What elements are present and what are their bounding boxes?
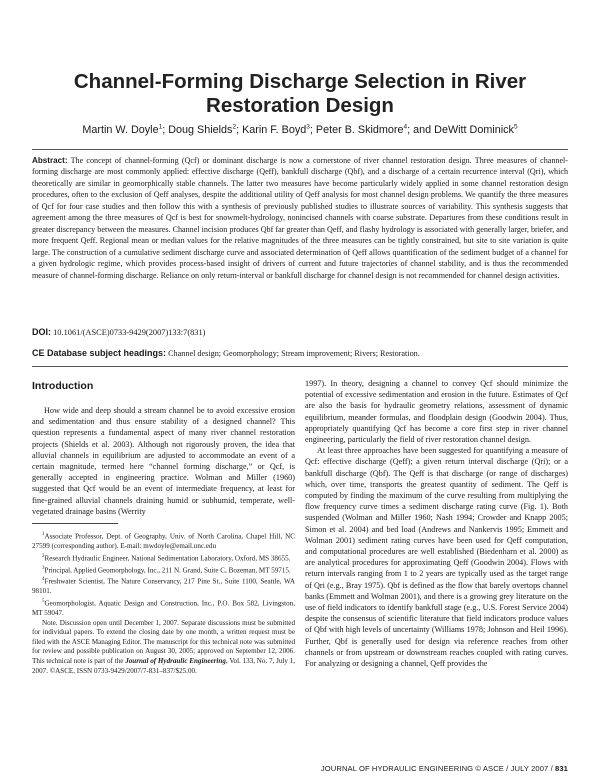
author: Doug Shields$^2$;	[168, 123, 243, 136]
footnote: $^4$Freshwater Scientist, The Nature Conservancy, 217 Pine St., Suite 1100, Seattle, WA 98101.	[32, 577, 295, 596]
abstract-label: Abstract:	[32, 156, 68, 165]
body-paragraph: 1997). In theory, designing a channel to convey Qcf should minimize the potential of excessive sedimentation and erosion in the future. Estimates of Qcf are also the basis for hydraulic geometry relations, assessment of dynamic equilibrium, meander formulas, and floodplain design (Goodwin 2004). Thus, appropriately quantifying Qcf has become a core first step in river channel engineering, particularly the field of river restoration channel design.	[305, 379, 568, 445]
doi	[32, 327, 568, 338]
author: and DeWitt Dominick$^5$	[413, 123, 518, 136]
subject-headings-label: CE Database subject headings:	[32, 348, 167, 358]
footnote: $^2$Research Hydraulic Engineer, National Sedimentation Laboratory, Oxford, MS 38655.	[42, 553, 291, 562]
top-divider	[32, 149, 568, 150]
submission-note: Note. Discussion open until December 1, 2007. Separate discussions must be submitted for individual papers. To extend the closing date by one month, a written request must be filed with the ASCE Managing Editor. The manuscript for this technical note was submitted for review and possible publication on August 30, 2005; approved on September 12, 2006. This technical note is part of the Journal of Hydraulic Engineering, Vol. 133, No. 7, July 1, 2007. ©ASCE, ISSN 0733-9429/2007/7-831–837/$25.00.	[32, 618, 296, 675]
abstract-text: The concept of channel-forming (Qcf) or dominant discharge is now a cornerstone of river channel restoration design. Three measures of channel-forming discharge are most commonly applied: effective discharge (Qeff), bankfull discharge (Qbf), and a discharge of a certain recurrence interval (Qri), which theoretically are similar in geomorphically stable channels. The latter two measures have become particularly widely applied in some channel restoration design procedures, often to the exclusion of Qeff analyses, despite the additional utility of Qeff analysis for most channel design problems. We quantify the three measures of Qcf for four case studies and then follow this with a synthesis of previously published studies to illustrate sources of variability. This synthesis suggests that agreement among the three measures of Qcf is best for snowmelt-hydrology, nonincised channels with coarse substrate. Departures from these conditions result in greater discrepancy between the measures. Channel incision produces Qbf far greater than Qeff, and flashy hydrology is associated with generally larger, briefer, and more frequent Qeff. Regional mean or median values for the relative magnitudes of the three measures can be tightly constrained, but site to site variation is quite large. The construction of a cumulative sediment discharge curve and associated determination of Qeff allows quantification of the sediment budget of a channel for a given hydrologic regime, which provides process-based insight of drivers of current and future trajectories of channel stability, and is thus the recommended measure of channel-forming discharge. Reliance on only return-interval or bankfull discharge for channel design is not recommended for channel design activities.	[32, 156, 568, 280]
footer-journal: JOURNAL OF HYDRAULIC ENGINEERING © ASCE / JULY 2007 /	[320, 764, 553, 773]
footnote: $^1$Associate Professor, Dept. of Geography, Univ. of North Carolina, Chapel Hill, NC 27599 (corresponding author). E-mail: mwdoyle@email.unc.edu	[32, 532, 295, 550]
left-column	[32, 378, 295, 676]
footnote: $^3$Principal, Applied Geomorphology, Inc., 211 N. Grand, Suite C, Bozeman, MT 59715.	[42, 565, 291, 574]
abstract	[32, 155, 568, 281]
right-column	[305, 378, 568, 669]
body-paragraph: How wide and deep should a stream channel be to avoid excessive erosion and sedimentation and thus ensure stability of a designed channel? This question represents a fundamental aspect of many river channel restoration projects (Shields et al. 2003). Although not rigorously proven, the idea that alluvial channels in equilibrium are adjusted to accommodate an event of a certain magnitude, termed here “channel forming discharge,” or Qcf, is generally accepted in engineering practice. Wolman and Miller (1960) suggested that Qcf would be an event of intermediate frequency, at least for fine-grained alluvial channels draining humid or subhumid, temperate, well-vegetated drainage basins (Werrity	[32, 406, 295, 516]
author-list	[30, 120, 570, 137]
abstract-divider	[32, 366, 568, 367]
footnote: $^5$Geomorphologist, Aquatic Design and Construction, Inc., P.O. Box 582, Livingston, MT 59047.	[32, 599, 295, 617]
footnote-divider	[32, 523, 118, 524]
author: Martin W. Doyle$^1$;	[82, 123, 169, 136]
body-paragraph: At least three approaches have been suggested for quantifying a measure of Qcf: effective discharge (Qeff); a given return interval discharge (Qri); or a bankfull discharge (Qbf). The Qeff is that discharge (or range of discharges) which, over time, transports the greatest quantity of sediment. The Qeff is computed by finding the maximum of the curve resulting from multiplying the flow frequency curve times a sediment discharge rating curve (Fig. 1). Both suspended (Wolman and Miller 1960; Nash 1994; Crowder and Knapp 2005; Simon et al. 2004) and bed load (Andrews and Nankervis 1995; Emmett and Wolman 2001) sediment rating curves have been used for Qeff computation, and computational procedures are well established (Biedenharn et al. 2000) as are analytical procedures for approximating Qeff (Goodwin 2004). Flows with return intervals ranging from 1 to 2 years are typically used as the target range of Qri (e.g., Bray 1975). Qbf is defined as the flow that barely overtops channel banks (Emmett and Wolman 2001), and there is a growing grey literature on the use of field indicators to identify bankfull stage (e.g., U.S. Forest Service 2004) despite the consensus of scientific literature that field indicators produce values of Qbf with high levels of uncertainty (Williams 1978; Johnson and Heil 1996). Further, Qbf is generally used for design via reference reaches from other channels or from upstream or downstream reaches coupled with rating curves. For analyzing or designing a channel, Qeff provides the	[305, 446, 568, 669]
footnotes	[32, 530, 295, 676]
subject-headings-value: Channel design; Geomorphology; Stream improvement; Rivers; Restoration.	[168, 349, 420, 358]
doi-link[interactable]: 10.1061/(ASCE)0733-9429(2007)133:7(831)	[53, 328, 206, 337]
page-number: 831	[555, 764, 568, 773]
paper-title: Channel-Forming Discharge Selection in River Restoration Design	[73, 70, 527, 117]
section-heading: Introduction	[32, 380, 94, 392]
page-footer	[305, 764, 568, 774]
doi-label: DOI:	[32, 327, 51, 337]
author: Karin F. Boyd$^3$;	[242, 123, 316, 136]
subject-headings	[32, 348, 568, 359]
author: Peter B. Skidmore$^4$;	[315, 123, 414, 136]
